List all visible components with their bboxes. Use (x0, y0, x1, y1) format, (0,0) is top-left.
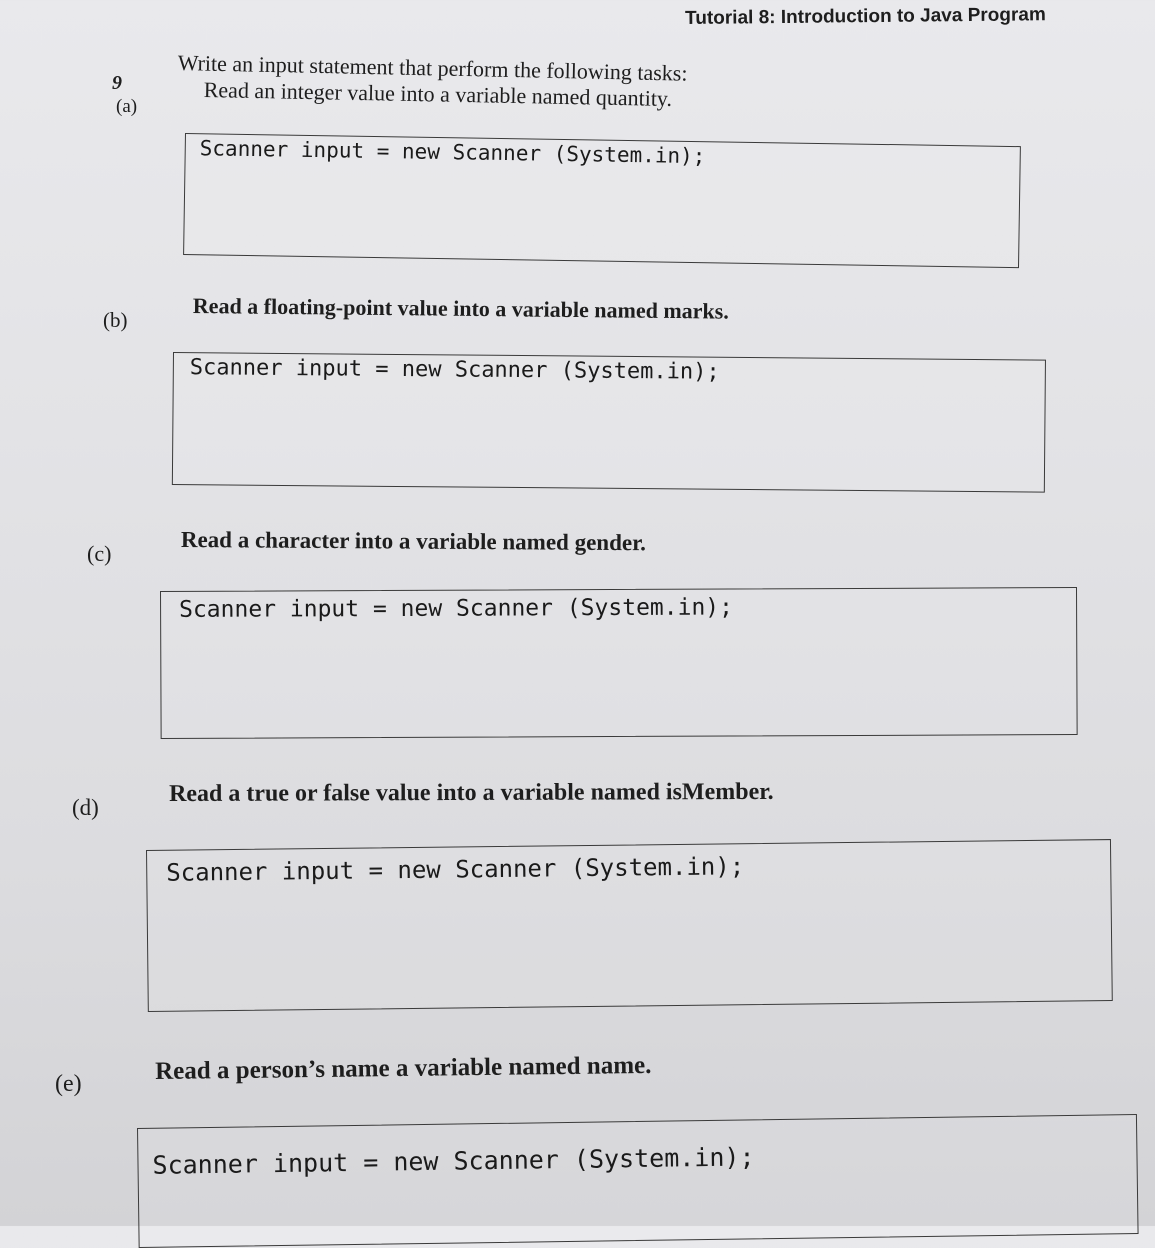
part-a-label: (a) (116, 96, 138, 117)
part-a-answer-box[interactable] (183, 133, 1021, 268)
part-c-label: (c) (87, 541, 112, 566)
part-d-text: Read a true or false value into a variable named isMember. (169, 778, 774, 807)
part-d-code: Scanner input = new Scanner (System.in); (166, 852, 745, 887)
part-a-code: Scanner input = new Scanner (System.in); (199, 136, 706, 169)
part-e-text: Read a person’s name a variable named name. (155, 1051, 652, 1085)
part-d-answer-box[interactable] (146, 839, 1113, 1012)
part-b-answer-box[interactable] (172, 352, 1046, 493)
question-number: 9 (112, 72, 122, 94)
part-b-code: Scanner input = new Scanner (System.in); (189, 355, 720, 385)
question-intro: Write an input statement that perform the following tasks: (177, 50, 688, 86)
part-c-code: Scanner input = new Scanner (System.in); (179, 594, 734, 623)
part-a-text: Read an integer value into a variable named quantity. (203, 77, 673, 111)
part-d-label: (d) (72, 795, 99, 820)
part-b-text: Read a floating-point value into a variable named marks. (192, 293, 729, 324)
part-c-answer-box[interactable] (160, 587, 1078, 739)
part-e-label: (e) (55, 1071, 82, 1097)
part-e-answer-box[interactable] (137, 1114, 1139, 1248)
part-e-code: Scanner input = new Scanner (System.in); (152, 1142, 755, 1180)
part-c-text: Read a character into a variable named gender. (180, 527, 647, 556)
page-header-title: Tutorial 8: Introduction to Java Program (685, 4, 1046, 29)
part-b-label: (b) (103, 308, 128, 332)
